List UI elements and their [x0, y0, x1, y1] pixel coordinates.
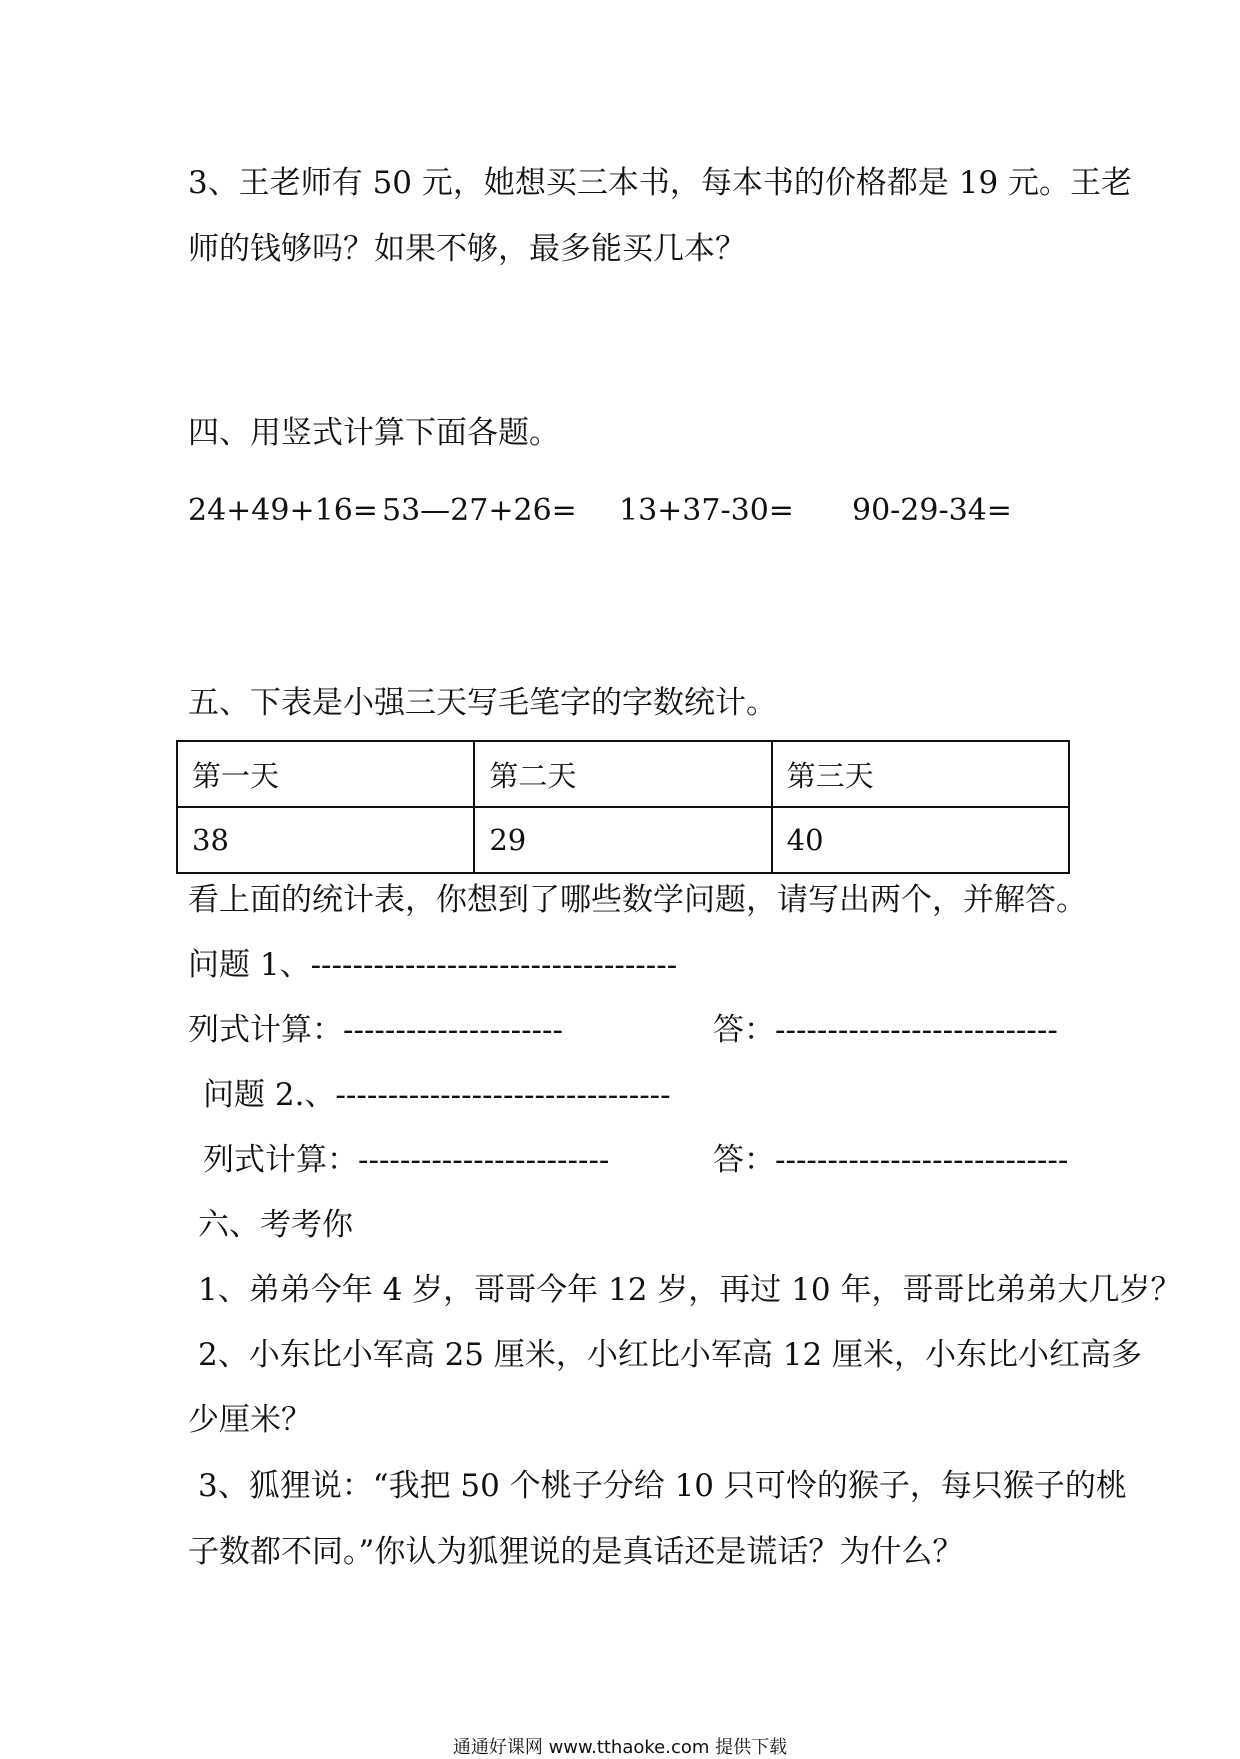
calc-problem-1: 24+49+16=	[188, 493, 378, 528]
table-header-row	[177, 741, 1069, 807]
table-value-day-2: 29	[474, 807, 771, 873]
table-header-day-1: 第一天	[177, 741, 474, 807]
table-value-day-1: 38	[177, 807, 474, 873]
question-3-line-2: 师的钱够吗？如果不够，最多能买几本？	[188, 231, 746, 267]
table-header-day-2: 第二天	[474, 741, 771, 807]
calc-problem-2: 53—27+26=	[382, 493, 577, 528]
table-value-row	[177, 807, 1069, 873]
table-header-day-3: 第三天	[772, 741, 1069, 807]
question-1-blank: 问题 1、-----------------------------------	[188, 947, 678, 983]
calc-problem-3: 13+37-30=	[619, 493, 794, 528]
section-5-heading: 五、下表是小强三天写毛笔字的字数统计。	[188, 685, 777, 721]
section-4-heading: 四、用竖式计算下面各题。	[188, 415, 560, 451]
section-5-prompt: 看上面的统计表，你想到了哪些数学问题，请写出两个，并解答。	[188, 882, 1087, 918]
statistics-table	[176, 740, 1070, 874]
page-footer: 通通好课网 www.tthaoke.com 提供下载	[452, 1737, 788, 1758]
problem-3-line-2: 子数都不同。”你认为狐狸说的是真话还是谎话？为什么？	[188, 1534, 964, 1570]
calc-problem-4: 90-29-34=	[852, 493, 1012, 528]
problem-3-line-1: 3、狐狸说：“我把 50 个桃子分给 10 只可怜的猴子，每只猴子的桃	[198, 1468, 1127, 1504]
question-1-calc-blank: 列式计算：---------------------	[188, 1012, 563, 1048]
question-2-calc-blank: 列式计算：------------------------	[203, 1142, 610, 1178]
question-2-answer-blank: 答：----------------------------	[713, 1142, 1069, 1178]
question-3-line-1: 3、王老师有 50 元，她想买三本书，每本书的价格都是 19 元。王老	[188, 165, 1133, 201]
problem-2-line-1: 2、小东比小军高 25 厘米，小红比小军高 12 厘米，小东比小红高多	[198, 1337, 1143, 1373]
section-6-heading: 六、考考你	[198, 1207, 353, 1243]
question-1-answer-blank: 答：---------------------------	[713, 1012, 1058, 1048]
table-value-day-3: 40	[772, 807, 1069, 873]
problem-2-line-2: 少厘米？	[188, 1402, 312, 1438]
question-2-blank: 问题 2.、--------------------------------	[203, 1077, 671, 1113]
problem-1: 1、弟弟今年 4 岁，哥哥今年 12 岁，再过 10 年，哥哥比弟弟大几岁？	[198, 1272, 1182, 1308]
